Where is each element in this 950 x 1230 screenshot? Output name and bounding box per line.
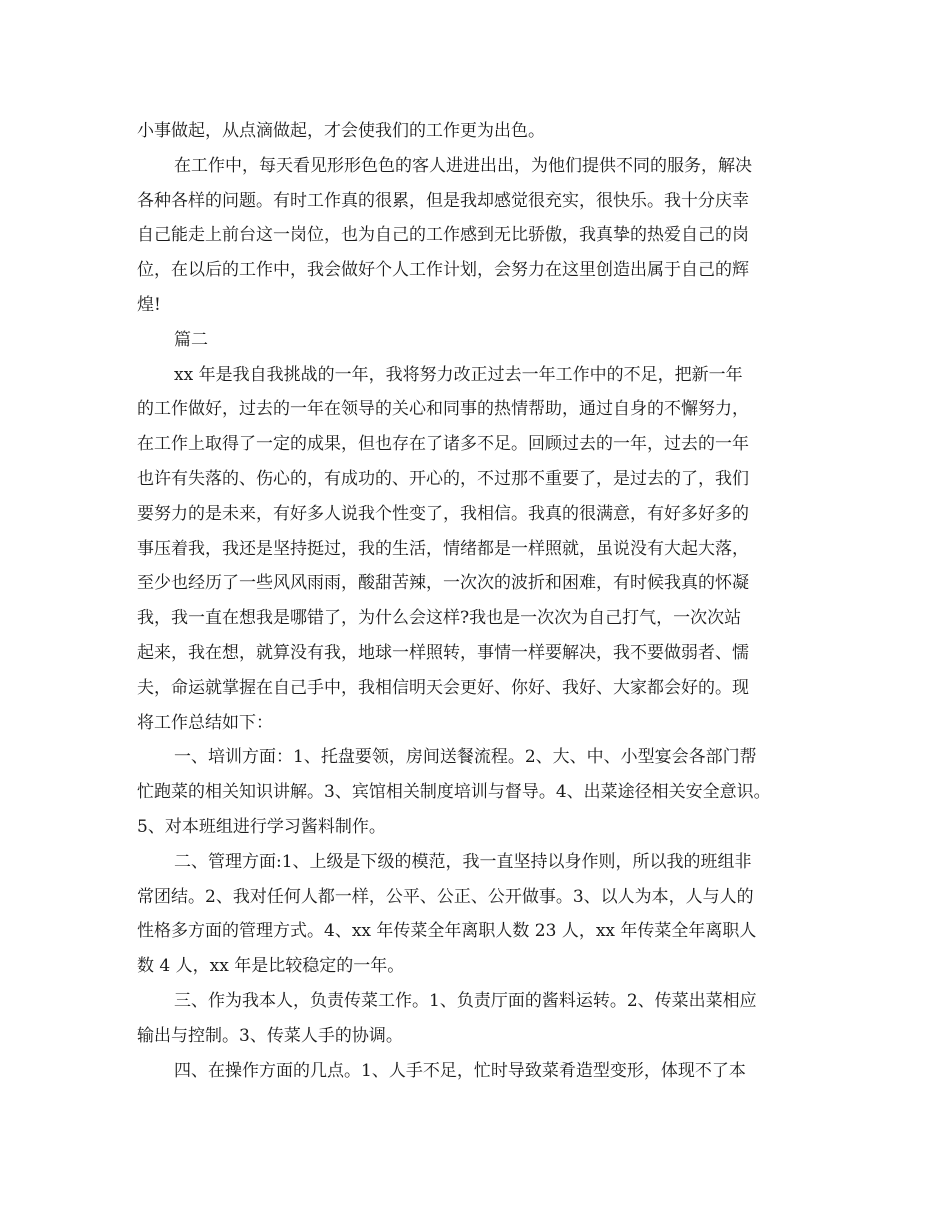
paragraph-first-line: 四、在操作方面的几点。1、人手不足，忙时导致菜肴造型变形，体现不了本 (174, 1060, 746, 1081)
text-line: 性格多方面的管理方式。4、xx 年传菜全年离职人数 23 人，xx 年传菜全年离职人 (137, 921, 757, 942)
text-line: 煌! (137, 294, 161, 315)
paragraph-first-line: 在工作中，每天看见形形色色的客人进进出出，为他们提供不同的服务，解决 (174, 155, 752, 176)
text-line: 在工作上取得了一定的成果，但也存在了诸多不足。回顾过去的一年，过去的一年 (137, 434, 749, 455)
text-line: 至少也经历了一些风风雨雨，酸甜苦辣，一次次的波折和困难，有时候我真的怀凝 (137, 573, 749, 594)
text-line: 夫，命运就掌握在自己手中，我相信明天会更好、你好、我好、大家都会好的。现 (137, 677, 749, 698)
text-line: 5、对本班组进行学习酱料制作。 (137, 816, 386, 837)
text-line: 自己能走上前台这一岗位，也为自己的工作感到无比骄傲，我真挚的热爱自己的岗 (137, 225, 749, 246)
text-line: 输出与控制。3、传菜人手的协调。 (137, 1025, 403, 1046)
paragraph-first-line: 一、培训方面：1、托盘要领，房间送餐流程。2、大、中、小型宴会各部门帮 (174, 747, 757, 768)
text-line: 忙跑菜的相关知识讲解。3、宾馆相关制度培训与督导。4、出菜途径相关安全意识。 (137, 782, 771, 803)
paragraph-first-line: 三、作为我本人，负责传菜工作。1、负责厅面的酱料运转。2、传菜出菜相应 (174, 990, 757, 1011)
text-line: 位，在以后的工作中，我会做好个人工作计划，会努力在这里创造出属于自己的辉 (137, 260, 749, 281)
text-line: 也许有失落的、伤心的，有成功的、开心的，不过那不重要了，是过去的了，我们 (137, 468, 749, 489)
text-line: 小事做起，从点滴做起，才会使我们的工作更为出色。 (137, 121, 545, 141)
text-line: 常团结。2、我对任何人都一样，公平、公正、公开做事。3、以人为本，人与人的 (137, 886, 754, 907)
text-line: 的工作做好，过去的一年在领导的关心和同事的热情帮助，通过自身的不懈努力， (137, 399, 749, 420)
text-line: 要努力的是未来，有好多人说我个性变了，我相信。我真的很满意，有好多好多的 (137, 503, 749, 524)
body-text (137, 114, 827, 1088)
text-line: 事压着我，我还是坚持挺过，我的生活，情绪都是一样照就，虽说没有大起大落， (137, 538, 749, 559)
text-line: 将工作总结如下： (137, 712, 273, 733)
text-line: 各种各样的问题。有时工作真的很累，但是我却感觉很充实，很快乐。我十分庆幸 (137, 190, 749, 211)
text-line: 我，我一直在想我是哪错了，为什么会这样?我也是一次次为自己打气，一次次站 (137, 608, 742, 629)
section-heading: 篇二 (174, 329, 208, 350)
text-line: 数 4 人，xx 年是比较稳定的一年。 (137, 956, 405, 977)
paragraph-first-line: xx 年是我自我挑战的一年，我将努力改正过去一年工作中的不足，把新一年 (174, 364, 743, 385)
paragraph-first-line: 二、管理方面:1、上级是下级的模范，我一直坚持以身作则，所以我的班组非 (174, 851, 752, 872)
text-line: 起来，我在想，就算没有我，地球一样照转，事情一样要解决，我不要做弱者、懦 (137, 642, 749, 663)
